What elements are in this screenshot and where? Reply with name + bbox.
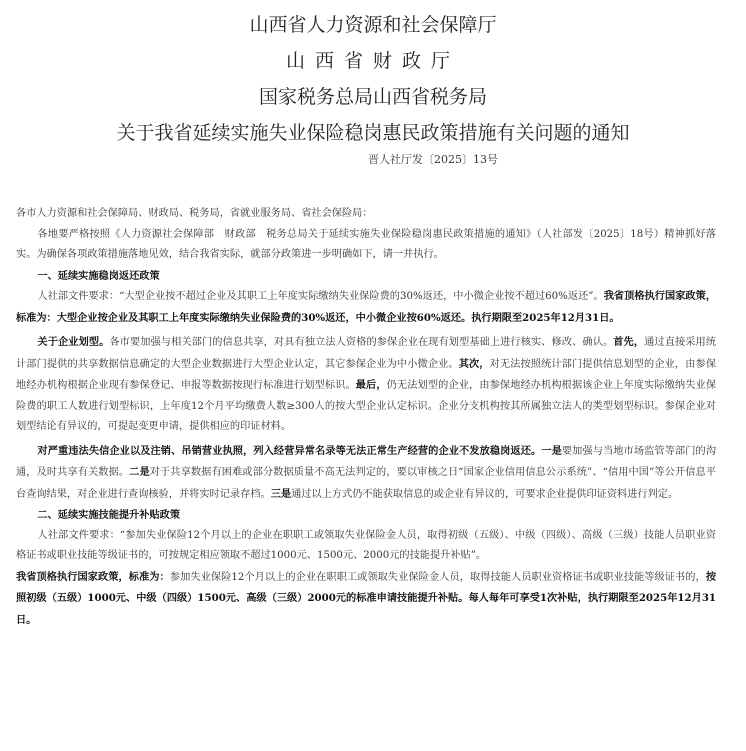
s1-p2-lead: 关于企业划型。 bbox=[37, 336, 110, 348]
section-2-heading: 二、延续实施技能提升补贴政策 bbox=[37, 509, 181, 521]
document-number: 晋人社厅发〔2025〕13号 bbox=[368, 153, 498, 166]
s1-p3-three: 三是 bbox=[270, 487, 292, 500]
s1-p3-b: 对于共享数据有困难或部分数据质量不高无法判定的，要以审核之日“国家企业信用信息公示系统”、“信用中国”等公开信息平台查询结果，对企业进行查询核验，并将实时记录存档。 bbox=[16, 467, 717, 500]
s1-p2-first: 首先， bbox=[613, 336, 645, 348]
s1-p1-text: 人社部文件要求：“大型企业按不超过企业及其职工上年度实际缴纳失业保险费的30%返还，中小微企业按不超过60%返还”。 bbox=[37, 291, 604, 302]
section-1-paragraph-1 bbox=[16, 286, 716, 329]
section-1-paragraph-2 bbox=[16, 332, 716, 438]
issuer-tax: 国家税务总局山西省税务局 bbox=[258, 86, 487, 108]
section-1-heading: 一、延续实施稳岗返还政策 bbox=[37, 269, 160, 282]
section-2-paragraph-1: 人社部文件要求：“参加失业保险12个月以上的企业在职职工或领取失业保险金人员，取得初级（五级）、中级（四级）、高级（三级）技能人员职业资格证书或职业技能等级证书的，可按规定相应领取不超过1000元、1500元、2000元的技能提升补贴”。 bbox=[16, 529, 716, 561]
s1-p2-c: 对无法按照统计部门提供信息划型的企业，由参保地经办机构根据企业现有参保登记、申报等数据按现行标准进行划型标识。 bbox=[16, 358, 717, 391]
s1-p3-bold: 对严重违法失信企业以及注销、吊销营业执照，列入经营异常名录等无法正常生产经营的企业不发放稳岗返还。 bbox=[37, 444, 542, 457]
intro-paragraph: 各地要严格按照《人力资源社会保障部 财政部 税务总局关于延续实施失业保险稳岗惠民政策措施的通知》（人社部发〔2025〕18号）精神抓好落实。为确保各项政策措施落地见效，结合我省实际，就部分政策进一步明确如下，请一并执行。 bbox=[16, 228, 716, 260]
addressee: 各市人力资源和社会保障局、财政局、税务局，省就业服务局、省社会保险局： bbox=[16, 208, 373, 219]
s1-p2-b: 通过直接采用统计部门提供的共享数据信息确定的大型企业数据进行大型企业认定，其它参保企业为中小微企业。 bbox=[16, 337, 717, 370]
issuer-hrss: 山西省人力资源和社会保障厅 bbox=[249, 14, 497, 36]
s1-p2-last: 最后， bbox=[355, 379, 387, 391]
section-2-paragraph-2 bbox=[16, 567, 716, 632]
s1-p3-a: 要加强与当地市场监管等部门的沟通，及时共享有关数据。 bbox=[16, 445, 717, 478]
s1-p2-second: 其次， bbox=[458, 357, 490, 370]
s1-p3-two: 二是 bbox=[129, 466, 150, 478]
issuer-finance: 山西省财政厅 bbox=[285, 50, 460, 72]
s2-p2-bold1: 我省顶格执行国家政策，标准为： bbox=[16, 570, 170, 583]
document-title: 关于我省延续实施失业保险稳岗惠民政策措施有关问题的通知 bbox=[116, 122, 630, 144]
s1-p1-bold: 我省顶格执行国家政策，标准为：大型企业按企业及其职工上年度实际缴纳失业保险费的30%返还，中小微企业按60%返还。执行期限至2025年12月31日。 bbox=[16, 290, 717, 324]
document-header bbox=[0, 0, 746, 168]
s2-p2-bold2: 按照初级（五级）1000元、中级（四级）1500元、高级（三级）2000元的标准申请技能提升补贴。每人每年可享受1次补贴，执行期限至2025年12月31日。 bbox=[16, 570, 716, 626]
s1-p2-a: 各市要加强与相关部门的信息共享，对具有独立法人资格的参保企业在现有划型基础上进行核实、修改、确认。 bbox=[109, 337, 614, 348]
s2-p2-a: 参加失业保险12个月以上的企业在职职工或领取失业保险金人员，取得技能人员职业资格证书或职业技能等级证书的， bbox=[169, 571, 706, 583]
s1-p3-one: 一是 bbox=[541, 444, 562, 457]
s1-p3-c: 通过以上方式仍不能获取信息的或企业有异议的，可要求企业提供印证资料进行判定。 bbox=[291, 488, 679, 500]
section-1-paragraph-3 bbox=[16, 441, 716, 506]
s1-p2-d: 仍无法划型的企业，由参保地经办机构根据该企业上年度实际缴纳失业保险费的职工人数进行划型标识，上年度12个月平均缴费人数≥300人的按大型企业认定标识。企业分支机构按其所属独立法人的类型划型标识。参保企业对划型结论有异议的，可提起变更申请，提供相应的印证材料。 bbox=[16, 380, 717, 432]
document-body bbox=[16, 204, 716, 631]
